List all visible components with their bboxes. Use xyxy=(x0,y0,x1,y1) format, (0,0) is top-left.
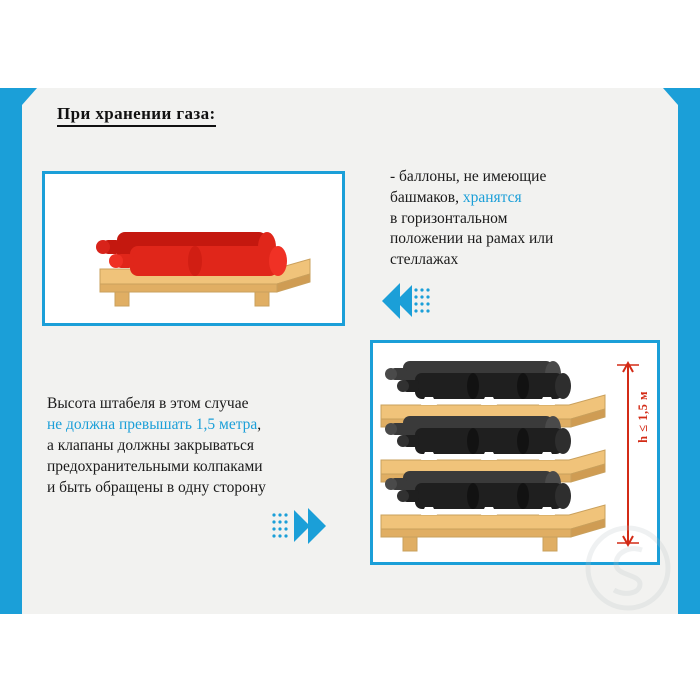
figure-horizontal-storage xyxy=(42,171,345,326)
chevron-left-icon xyxy=(378,280,434,322)
text-right-line-3: в горизонтальном xyxy=(390,209,508,227)
text-left-line-4: предохранительными колпаками xyxy=(47,458,263,476)
watermark-logo xyxy=(580,520,676,616)
chevron-right-icon xyxy=(270,505,330,547)
left-accent-bar xyxy=(0,88,22,614)
text-right-line-2 xyxy=(390,188,654,209)
text-right-highlight: хранятся xyxy=(462,188,522,206)
text-left-line-2-tail: , xyxy=(257,416,262,434)
text-left-line-3: а клапаны должны закрываться xyxy=(47,437,255,455)
page-title-text: При хранении газа: xyxy=(57,104,216,127)
text-right-line-4: положении на рамах или xyxy=(390,230,554,248)
text-right-line-1: - баллоны, не имеющие xyxy=(390,168,547,185)
text-left-line-5: и быть обращены в одну сторону xyxy=(47,479,266,497)
cylinder-row-bottom xyxy=(381,471,605,551)
text-block-left xyxy=(47,393,365,498)
left-bar-notch xyxy=(22,88,37,105)
top-white-band xyxy=(0,0,700,88)
page-title xyxy=(57,104,216,124)
text-left-highlight: не должна превышать 1,5 метра xyxy=(47,416,258,434)
text-right-line-2-a: башмаков, xyxy=(390,188,463,206)
gas-cylinder-red-front xyxy=(109,246,287,276)
bottom-white-band xyxy=(0,614,700,700)
right-accent-bar xyxy=(678,88,700,614)
text-left-line-1: Высота штабеля в этом случае xyxy=(47,395,249,412)
dimension-label: h ≤ 1,5 м xyxy=(636,391,650,443)
figure-horizontal-storage-illustration xyxy=(45,174,342,323)
text-left-line-2 xyxy=(47,414,365,435)
text-block-right xyxy=(390,167,654,271)
right-bar-notch xyxy=(663,88,678,105)
text-right-line-5: стеллажах xyxy=(390,251,459,269)
